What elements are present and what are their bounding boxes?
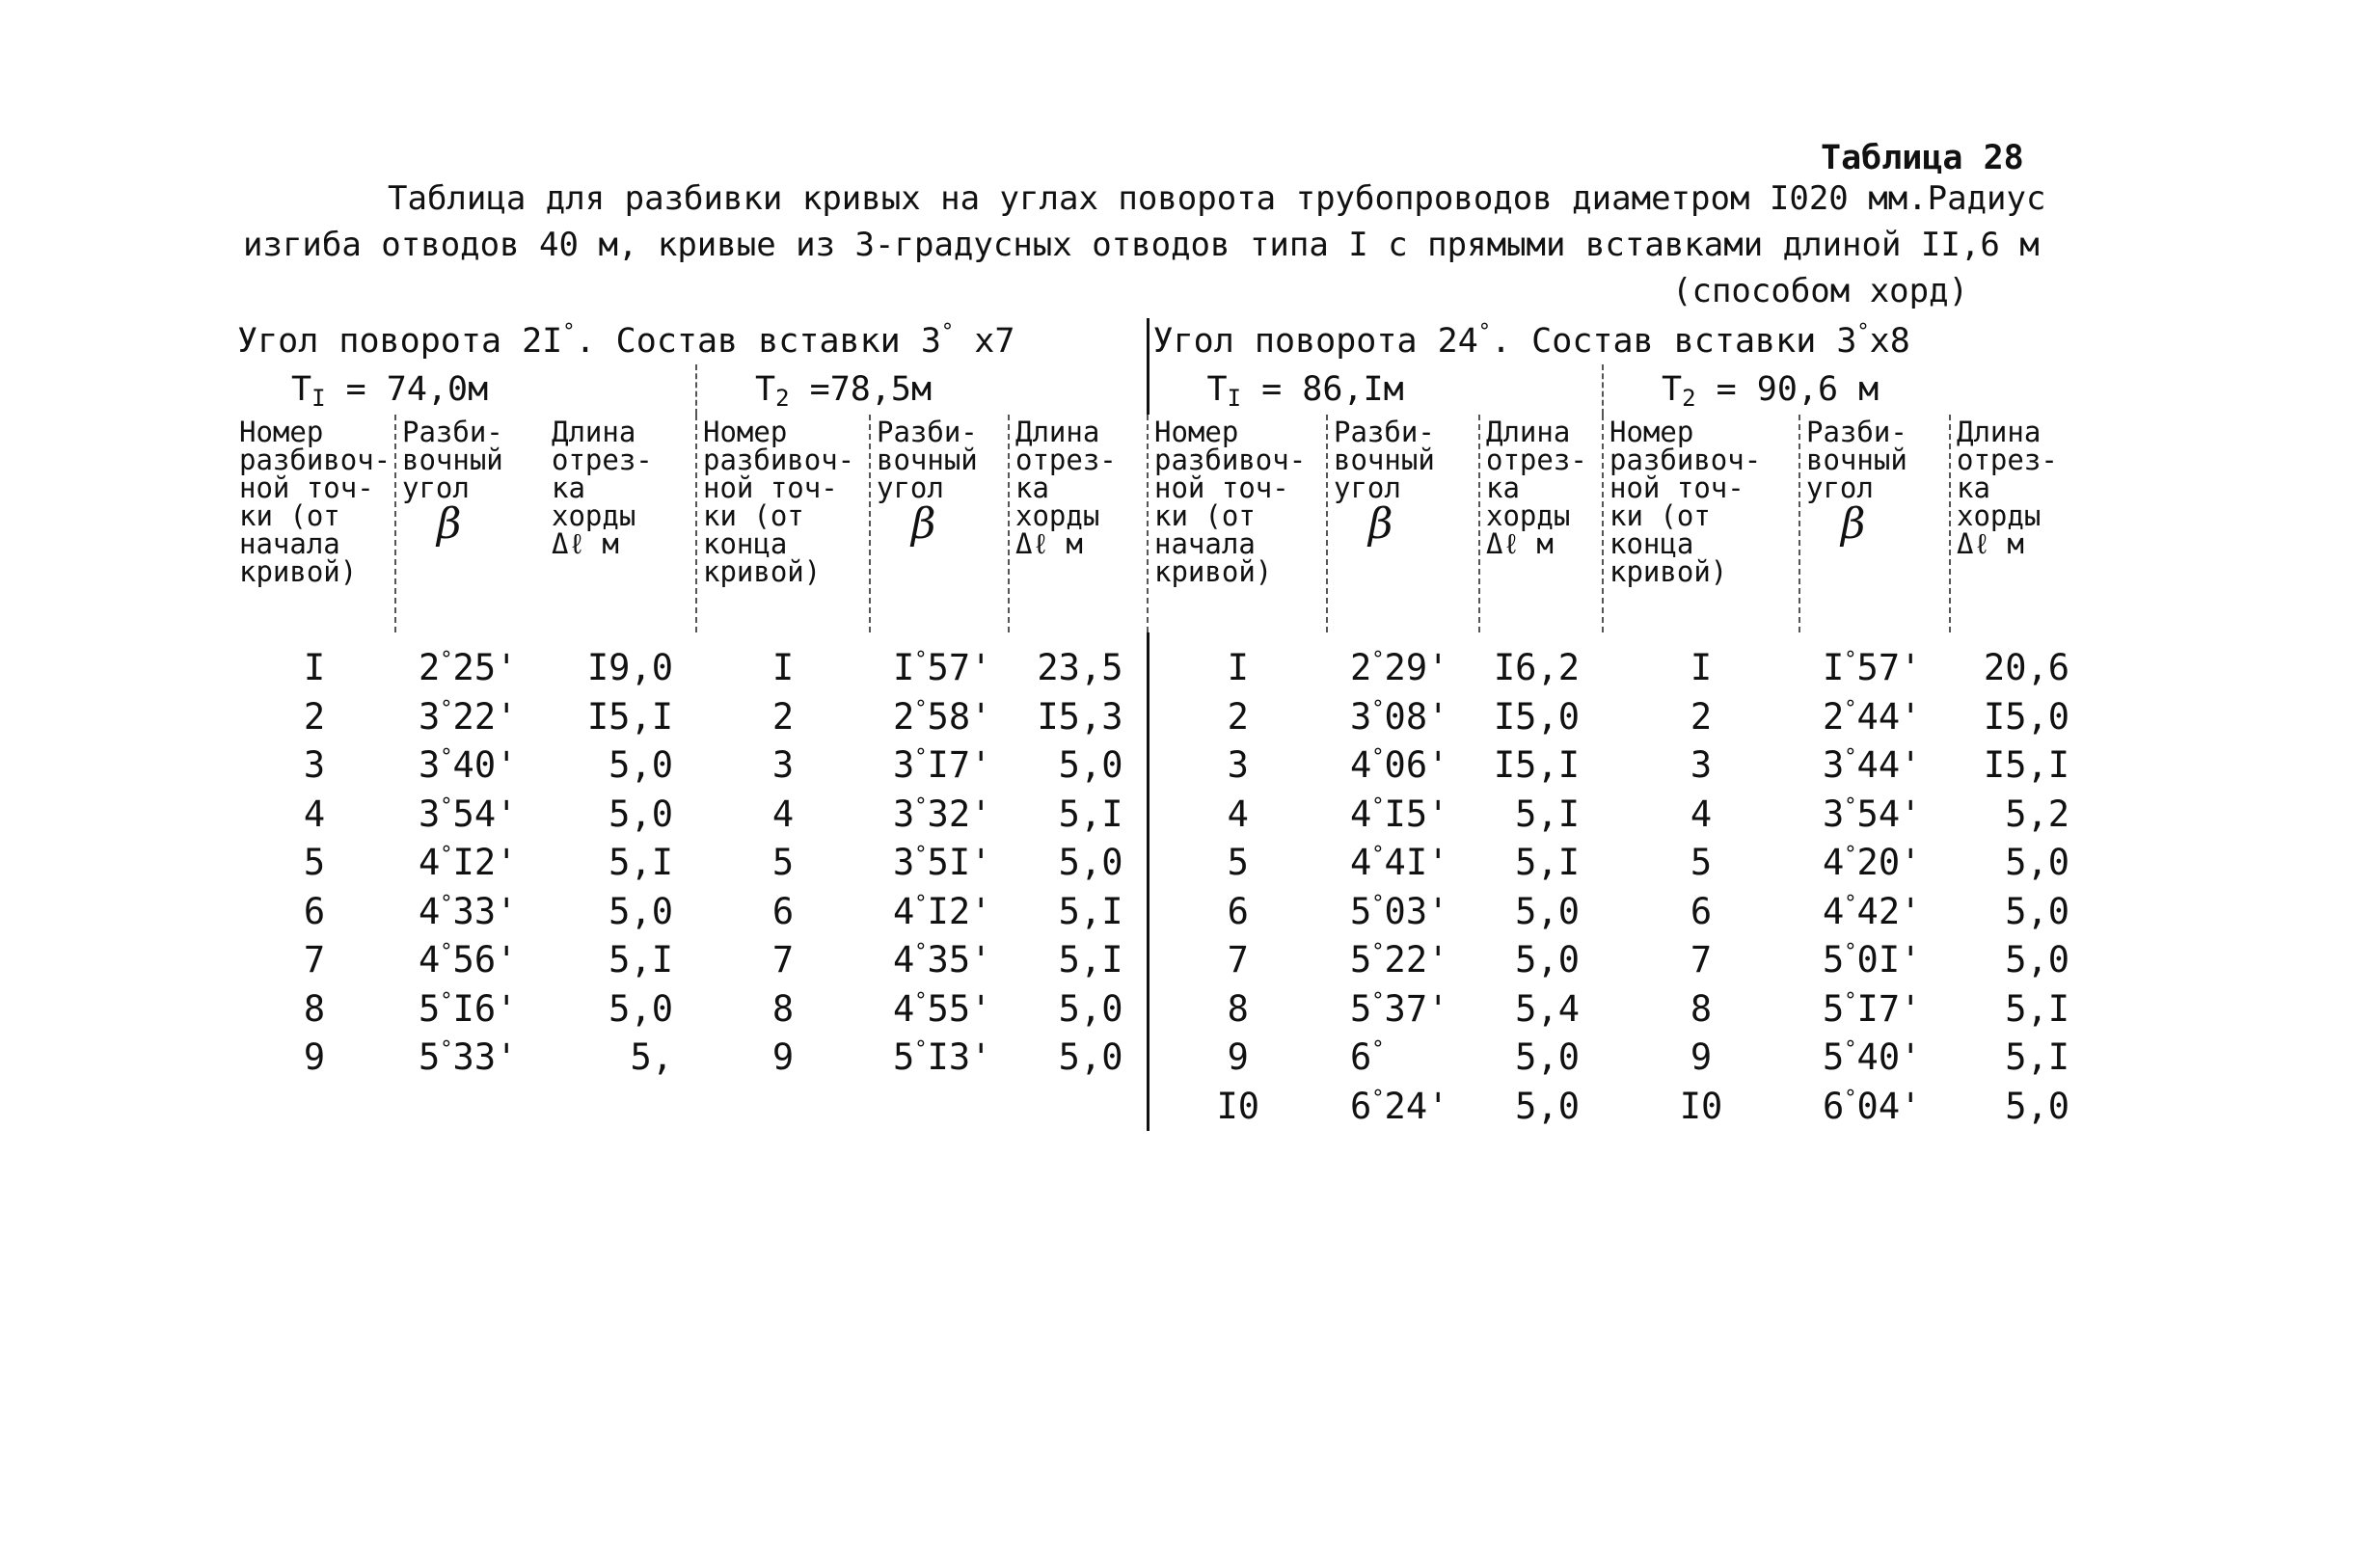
point-number: I <box>771 647 795 689</box>
table-row <box>233 632 2093 693</box>
beta-symbol: β <box>1368 499 1393 549</box>
chord-length: 5,I <box>2005 987 2070 1030</box>
chord-length: I9,0 <box>586 647 673 689</box>
table-row <box>233 791 2093 840</box>
chord-length: 5,2 <box>2005 793 2070 835</box>
angle-value: 5°I7' <box>1823 987 1922 1030</box>
col-chord: Длина отрез- ка хорды Δℓ м <box>1950 415 2093 632</box>
chord-length: 5,0 <box>2005 890 2070 932</box>
point-number: 5 <box>303 842 326 884</box>
right-section-heading: Угол поворота 24°. Состав вставки 3°х8 <box>1152 320 1910 361</box>
angle-value: 4°I5' <box>1350 793 1449 835</box>
point-number: 7 <box>303 939 326 981</box>
angle-value: 4°35' <box>893 939 992 981</box>
col-angle <box>870 415 1009 632</box>
table-body <box>233 632 2093 1131</box>
angle-value: 6°24' <box>1350 1085 1449 1127</box>
table-row <box>233 693 2093 742</box>
chord-length: 5,0 <box>1515 1085 1581 1127</box>
chord-length: 5,0 <box>1009 741 1148 791</box>
chord-length: 5,I <box>1009 888 1148 937</box>
col-chord: Длина отрез- ка хорды Δℓ м <box>1479 415 1603 632</box>
point-number: 8 <box>1690 987 1713 1030</box>
chord-length: 5,0 <box>1515 939 1581 981</box>
chord-length: 5,0 <box>1009 985 1148 1035</box>
angle-value: 2°29' <box>1350 647 1449 689</box>
title-line-2: изгиба отводов 40 м, кривые из 3-градусных отводов типа I с прямыми вставками длиной II,6 м <box>243 226 2040 264</box>
beta-symbol: β <box>437 499 462 549</box>
chord-length: 5,0 <box>609 987 673 1030</box>
chord-length: 5,0 <box>2005 842 2070 884</box>
angle-value: 4°I2' <box>419 842 518 884</box>
angle-value: 2°44' <box>1823 695 1922 738</box>
angle-value: 5°33' <box>419 1036 518 1079</box>
chord-length: 5,I <box>609 939 673 981</box>
chord-length: 20,6 <box>1983 647 2070 689</box>
point-number: 4 <box>1227 793 1249 835</box>
angle-value: 3°32' <box>893 793 992 835</box>
col-angle-label: Разби- вочный угол <box>1806 416 1907 504</box>
chord-length: 5,I <box>2005 1036 2070 1079</box>
point-number: 5 <box>1227 842 1249 884</box>
point-number: I <box>1690 647 1713 689</box>
angle-value: 3°5I' <box>893 842 992 884</box>
point-number: 7 <box>771 939 795 981</box>
angle-value <box>870 1083 1009 1132</box>
right-t2: $T_2 = 90,6$ м <box>1603 364 2093 415</box>
point-number: 3 <box>1227 744 1249 787</box>
angle-value: 5°03' <box>1350 890 1449 932</box>
col-point-from-start: Номер разбивоч- ной точ- ки (от начала кривой) <box>1148 415 1327 632</box>
point-number: 6 <box>771 890 795 932</box>
chord-length: I5,I <box>1983 744 2070 787</box>
col-angle-label: Разби- вочный угол <box>402 416 503 504</box>
chord-length: I5,0 <box>1493 695 1581 738</box>
point-number: 9 <box>303 1036 326 1079</box>
chord-length: 5,0 <box>609 890 673 932</box>
point-number: 8 <box>1227 987 1249 1030</box>
left-t1: $T_I = 74,0м$ <box>291 370 489 412</box>
point-number: 2 <box>1227 695 1249 738</box>
angle-value: 4°06' <box>1350 744 1449 787</box>
point-number <box>696 1083 870 1132</box>
chord-length: I5,0 <box>1983 695 2070 738</box>
title-line-3: (способом хорд) <box>1672 272 1969 310</box>
title-line-1: Таблица для разбивки кривых на углах поворота трубопроводов диаметром I020 мм.Радиус <box>388 179 2046 218</box>
chord-length: I5,I <box>1493 744 1581 787</box>
angle-value: 2°58' <box>893 695 992 738</box>
chord-length: 5,0 <box>2005 939 2070 981</box>
left-section-heading: Угол поворота 2I°. Состав вставки 3° х7 <box>233 318 1148 364</box>
beta-symbol: β <box>1841 499 1866 549</box>
col-point-from-end: Номер разбивоч- ной точ- ки (от конца кривой) <box>1603 415 1799 632</box>
point-number: 3 <box>771 744 795 787</box>
table-row <box>233 936 2093 985</box>
table-row <box>233 1083 2093 1132</box>
angle-value: 3°54' <box>1823 793 1922 835</box>
angle-value: 5°37' <box>1350 987 1449 1030</box>
table-row <box>233 888 2093 937</box>
col-point-from-start: Номер разбивоч- ной точ- ки (от начала кривой) <box>239 416 392 588</box>
point-number: 4 <box>1690 793 1713 835</box>
chord-length: I5,3 <box>1009 693 1148 742</box>
chord-length: 5,0 <box>609 793 673 835</box>
angle-value: I°57' <box>1823 647 1922 689</box>
col-angle <box>395 415 546 632</box>
col-chord: Длина отрез- ка хорды Δℓ м <box>552 416 653 560</box>
angle-value: 3°54' <box>419 793 518 835</box>
angle-value: 4°33' <box>419 890 518 932</box>
point-number: 6 <box>1227 890 1249 932</box>
point-number: 9 <box>1690 1036 1713 1079</box>
chord-length: I5,I <box>586 695 673 738</box>
angle-value: 4°42' <box>1823 890 1922 932</box>
angle-value: 4°56' <box>419 939 518 981</box>
col-angle-label: Разби- вочный угол <box>877 416 978 504</box>
chord-length: 5,0 <box>1515 1036 1581 1079</box>
chord-length: I6,2 <box>1493 647 1581 689</box>
angle-value: 3°08' <box>1350 695 1449 738</box>
left-t2: $T_2 =78,5м$ <box>696 364 1148 415</box>
angle-value: 3°I7' <box>893 744 992 787</box>
angle-value: 5°22' <box>1350 939 1449 981</box>
chord-length: 23,5 <box>1009 632 1148 693</box>
chord-length: 5, <box>630 1036 673 1079</box>
right-t1: $T_I = 86,Iм$ <box>1206 370 1404 412</box>
angle-value: 5°0I' <box>1823 939 1922 981</box>
chord-length: 5,0 <box>1009 839 1148 888</box>
point-number: I0 <box>1216 1085 1260 1127</box>
point-number <box>233 1083 395 1132</box>
point-number: 5 <box>1690 842 1713 884</box>
col-angle-label: Разби- вочный угол <box>1334 416 1435 504</box>
chord-length: 5,I <box>1515 793 1581 835</box>
beta-symbol: β <box>911 499 936 549</box>
point-number: 3 <box>303 744 326 787</box>
angle-value: 4°55' <box>893 987 992 1030</box>
col-angle <box>1327 415 1479 632</box>
chord-length: 5,I <box>609 842 673 884</box>
col-chord: Длина отрез- ка хорды Δℓ м <box>1009 415 1148 632</box>
angle-value: 4°20' <box>1823 842 1922 884</box>
angle-value: 5°I3' <box>893 1036 992 1079</box>
chord-length: 5,0 <box>2005 1085 2070 1127</box>
chord-length: 5,0 <box>609 744 673 787</box>
angle-value: 5°I6' <box>419 987 518 1030</box>
point-number: I0 <box>1679 1085 1723 1127</box>
angle-value: 4°4I' <box>1350 842 1449 884</box>
angle-value: 4°I2' <box>893 890 992 932</box>
angle-value: 6°04' <box>1823 1085 1922 1127</box>
angle-value: I°57' <box>893 647 992 689</box>
point-number: 9 <box>771 1036 795 1079</box>
chord-length <box>546 1083 696 1132</box>
col-angle <box>1799 415 1950 632</box>
table-row <box>233 839 2093 888</box>
angle-value: 3°40' <box>419 744 518 787</box>
point-number: 2 <box>1690 695 1713 738</box>
table-row <box>233 741 2093 791</box>
angle-value: 2°25' <box>419 647 518 689</box>
point-number: 6 <box>303 890 326 932</box>
point-number: 5 <box>771 842 795 884</box>
point-number: I <box>303 647 326 689</box>
point-number: 2 <box>771 695 795 738</box>
angle-value: 3°22' <box>419 695 518 738</box>
curve-layout-table <box>233 318 2093 1131</box>
chord-length: 5,0 <box>1515 890 1581 932</box>
point-number: 2 <box>303 695 326 738</box>
point-number: 4 <box>303 793 326 835</box>
chord-length: 5,0 <box>1009 1034 1148 1083</box>
chord-length: 5,I <box>1515 842 1581 884</box>
table-row <box>233 985 2093 1035</box>
angle-value <box>395 1083 546 1132</box>
point-number: 7 <box>1227 939 1249 981</box>
point-number: I <box>1227 647 1249 689</box>
angle-value: 6° <box>1350 1036 1385 1079</box>
point-number: 6 <box>1690 890 1713 932</box>
table-row <box>233 1034 2093 1083</box>
col-point-from-end: Номер разбивоч- ной точ- ки (от конца кривой) <box>696 415 870 632</box>
chord-length: 5,4 <box>1515 987 1581 1030</box>
point-number: 9 <box>1227 1036 1249 1079</box>
chord-length <box>1009 1083 1148 1132</box>
point-number: 4 <box>771 793 795 835</box>
chord-length: 5,I <box>1009 936 1148 985</box>
table-number: Таблица 28 <box>1821 139 2024 177</box>
table-head <box>233 318 2093 632</box>
point-number: 8 <box>303 987 326 1030</box>
point-number: 8 <box>771 987 795 1030</box>
point-number: 3 <box>1690 744 1713 787</box>
angle-value: 5°40' <box>1823 1036 1922 1079</box>
chord-length: 5,I <box>1009 791 1148 840</box>
point-number: 7 <box>1690 939 1713 981</box>
angle-value: 3°44' <box>1823 744 1922 787</box>
